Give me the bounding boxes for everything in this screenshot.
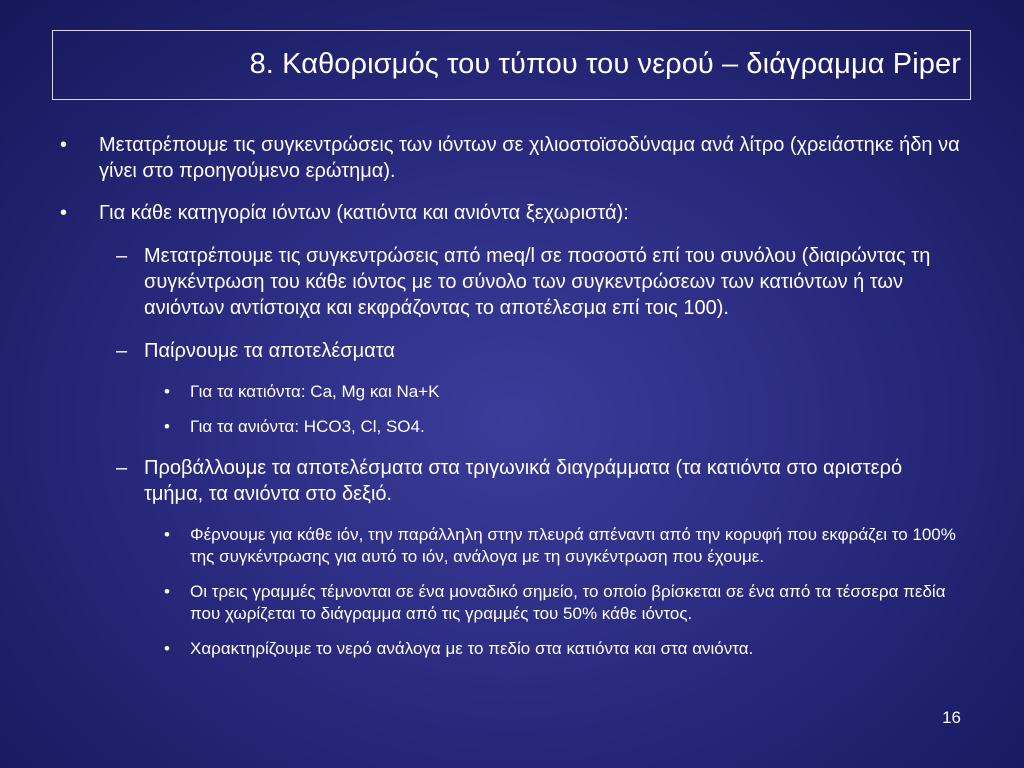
sub-bullet-item — [60, 381, 960, 403]
page-number: 16 — [942, 708, 961, 727]
title-box — [52, 30, 971, 100]
sub-bullet-text: Χαρακτηρίζουμε το νερό ανάλογα με το πεδίο στα κατιόντα και στα ανιόντα. — [190, 639, 754, 658]
dash-text: Μετατρέπουμε τις συγκεντρώσεις από meq/l σε ποσοστό επί του συνόλου (διαιρώντας τη συγκέντρωση του κάθε ιόντος με το σύνολο των συγκεντρώσεων των κατιόντων ή των ανιόντων αντίστοιχα και εκφράζοντας το αποτέλεσμα επί τοις 100). — [144, 245, 931, 319]
dash-item — [60, 338, 960, 364]
dash-item — [60, 243, 960, 321]
bullet-item — [60, 132, 960, 184]
bullet-marker: • — [60, 134, 68, 156]
sub-bullet-item — [60, 581, 960, 625]
bullet-text: Μετατρέπουμε τις συγκεντρώσεις των ιόντων σε χιλιοστοϊσοδύναμα ανά λίτρο (χρειάστηκε ήδη να γίνει στο προηγούμενο ερώτημα). — [99, 134, 960, 182]
bullet-marker: • — [60, 202, 68, 224]
bullet-text: Για κάθε κατηγορία ιόντων (κατιόντα και ανιόντα ξεχωριστά): — [99, 202, 629, 224]
dash-marker: – — [116, 340, 128, 362]
sub-bullet-item — [60, 416, 960, 438]
sub-bullet-marker: • — [164, 417, 170, 436]
slide-title: 8. Καθορισμός του τύπου του νερού – διάγραμμα Piper — [249, 48, 961, 80]
sub-bullet-text: Για τα ανιόντα: HCO3, Cl, SO4. — [190, 417, 425, 436]
sub-bullet-marker: • — [164, 382, 170, 401]
slide-content — [60, 132, 960, 660]
sub-bullet-text: Οι τρεις γραμμές τέμνονται σε ένα μοναδικό σημείο, το οποίο βρίσκεται σε ένα από τα τέσσερα πεδία που χωρίζεται το διάγραμμα από τις γραμμές του 50% κάθε ιόντος. — [190, 582, 946, 623]
dash-marker: – — [116, 457, 128, 479]
sub-bullet-marker: • — [164, 582, 170, 601]
dash-marker: – — [116, 245, 128, 267]
sub-bullet-item — [60, 524, 960, 568]
sub-bullet-marker: • — [164, 639, 170, 658]
bullet-item — [60, 200, 960, 226]
sub-bullet-text: Για τα κατιόντα: Ca, Mg και Na+K — [190, 382, 440, 401]
dash-text: Παίρνουμε τα αποτελέσματα — [144, 340, 395, 362]
sub-bullet-item — [60, 638, 960, 660]
dash-text: Προβάλλουμε τα αποτελέσματα στα τριγωνικά διαγράμματα (τα κατιόντα στο αριστερό τμήμα, τα ανιόντα στο δεξιό. — [144, 457, 903, 505]
sub-bullet-text: Φέρνουμε για κάθε ιόν, την παράλληλη στην πλευρά απέναντι από την κορυφή που εκφράζει το 100% της συγκέντρωσης για αυτό το ιόν, ανάλογα με τη συγκέντρωση που έχουμε. — [190, 525, 956, 566]
sub-bullet-marker: • — [164, 525, 170, 544]
dash-item — [60, 455, 960, 507]
